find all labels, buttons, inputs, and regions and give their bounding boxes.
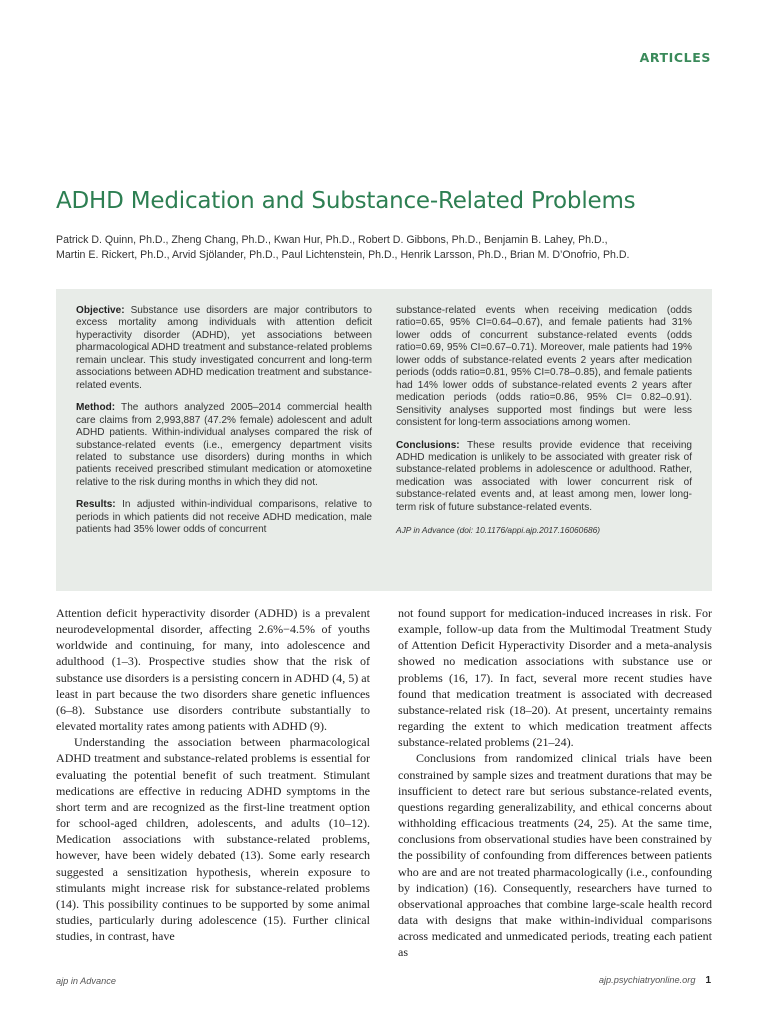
- abstract-conclusions: [396, 440, 692, 515]
- page-number: 1: [705, 975, 711, 986]
- objective-label: Objective:: [76, 305, 125, 316]
- body-paragraph: not found support for medication-induced increases in risk. For example, follow-up data from the Multimodal Treatment Study of Attention Deficit Hyperactivity Disorder and a meta-analysis showed no medication associations with substance use or problems (16, 17). In fact, several more recent studies have found that medication treatment is associated with decreased substance-related risk (18–20). At present, uncertainty remains regarding the extent to which medication treatment affects substance-related problems (21–24).: [398, 606, 712, 750]
- results-label: Results:: [76, 499, 116, 511]
- objective-text: Substance use disorders are major contributors to excess mortality among individuals with attention deficit hyperactivity disorder (ADHD), yet associations between pharmacological ADHD treatment and substance-related problems remain unclear. This study investigated concurrent and long-term associations between ADHD medication treatment and substance-related events.: [76, 305, 372, 391]
- footer-journal: ajp in Advance: [56, 976, 116, 986]
- footer-url[interactable]: ajp.psychiatryonline.org: [598, 975, 696, 985]
- footer-right: [599, 975, 711, 986]
- method-label: Method:: [76, 402, 116, 414]
- conclusions-label: Conclusions:: [396, 439, 460, 451]
- abstract-column-right: [396, 305, 692, 581]
- abstract-box: [56, 289, 712, 591]
- abstract-objective: [76, 305, 372, 392]
- article-body: [56, 605, 712, 960]
- body-column-right: [398, 605, 712, 960]
- abstract-method: [76, 402, 372, 489]
- abstract-column-left: [76, 305, 372, 581]
- body-column-left: [56, 605, 370, 955]
- body-paragraph: Understanding the association between pharmacological ADHD treatment and substance-related problems is essential for evaluating the potential benefit of such treatment. Stimulant medications are effective in reducing ADHD symptoms in the short term and are recognized as the first-line treatment option for school-aged children, adolescents, and adults (10–12). Medication associations with substance-related problems, however, have been widely debated (13). Some early research suggested a sensitization hypothesis, wherein exposure to stimulants might increase risk for substance-related problems (14). This possibility continues to be supported by some animal studies, particularly during adolescence (15). Further clinical studies, in contrast, have: [56, 735, 370, 944]
- body-paragraph: Conclusions from randomized clinical trials have been constrained by sample sizes and treatment durations that may be insufficient to detect rare but serious substance-related events, questions regarding generalizability, and ethical concerns about withholding efficacious treatments (24, 25). At the same time, conclusions from observational studies have been constrained by the possibility of confounding from differences between patients who are and are not treated pharmacologically (i.e., confounding by indication) (16). Consequently, researchers have turned to observational approaches that combine large-scale health record data with designs that make within-individual comparisons across medicated and unmedicated periods, treating each patient as: [398, 751, 712, 960]
- body-paragraph: Attention deficit hyperactivity disorder (ADHD) is a prevalent neurodevelopmental disorder, affecting 2.6%−4.5% of youths worldwide and continuing, for many, into adolescence and adulthood (1–3). Prospective studies show that the risk of substance use disorders is a persisting concern in ADHD (4, 5) at least in part because the two disorders share genetic influences (6–8). Substance use disorders contribute substantially to elevated mortality rates among patients with ADHD (9).: [56, 606, 370, 734]
- abstract-results: [76, 499, 372, 536]
- conclusions-text: These results provide evidence that receiving ADHD medication is unlikely to be associated with greater risk of substance-related problems in adolescence or adulthood. Rather, medication was associated with lower concurrent risk of substance-related events and, at least among men, lower long-term risk of future substance-related events.: [396, 439, 692, 513]
- author-line-2: Martin E. Rickert, Ph.D., Arvid Sjölander, Ph.D., Paul Lichtenstein, Ph.D., Henrik Larsson, Ph.D., Brian M. D’Onofrio, Ph.D.: [56, 249, 630, 261]
- abstract-citation: AJP in Advance (doi: 10.1176/appi.ajp.2017.16060686): [396, 525, 601, 536]
- author-list: [56, 233, 716, 263]
- abstract-results-continued: substance-related events when receiving medication (odds ratio=0.65, 95% CI=0.64–0.67), and female patients had 31% lower odds of concurrent substance-related events (odds ratio=0.69, 95% CI=0.67–0.71). Moreover, male patients had 19% lower odds of substance-related events 2 years after medication periods (odds ratio=0.81, 95% CI=0.78–0.85), and female patients had 14% lower odds of substance-related events 2 years after medication periods (odds ratio=0.86, 95% CI= 0.82–0.91). Sensitivity analyses supported most findings but were less consistent for long-term associations among women.: [396, 305, 692, 429]
- section-label: ARTICLES: [639, 50, 711, 65]
- method-text: The authors analyzed 2005–2014 commercial health care claims from 2,993,887 (47.2% female) adolescent and adult ADHD patients. Within-individual analyses compared the risk of substance-related events (i.e., emergency department visits related to substance use disorders) during months in which patients received prescribed stimulant medication or atomoxetine relative to the risk during months in which they did not.: [76, 402, 372, 488]
- results-text: In adjusted within-individual comparisons, relative to periods in which patients did not receive ADHD medication, male patients had 35% lower odds of concurrent: [76, 499, 372, 536]
- article-title: ADHD Medication and Substance-Related Problems: [56, 188, 636, 214]
- author-line-1: Patrick D. Quinn, Ph.D., Zheng Chang, Ph.D., Kwan Hur, Ph.D., Robert D. Gibbons, Ph.D., Benjamin B. Lahey, Ph.D.,: [56, 234, 608, 246]
